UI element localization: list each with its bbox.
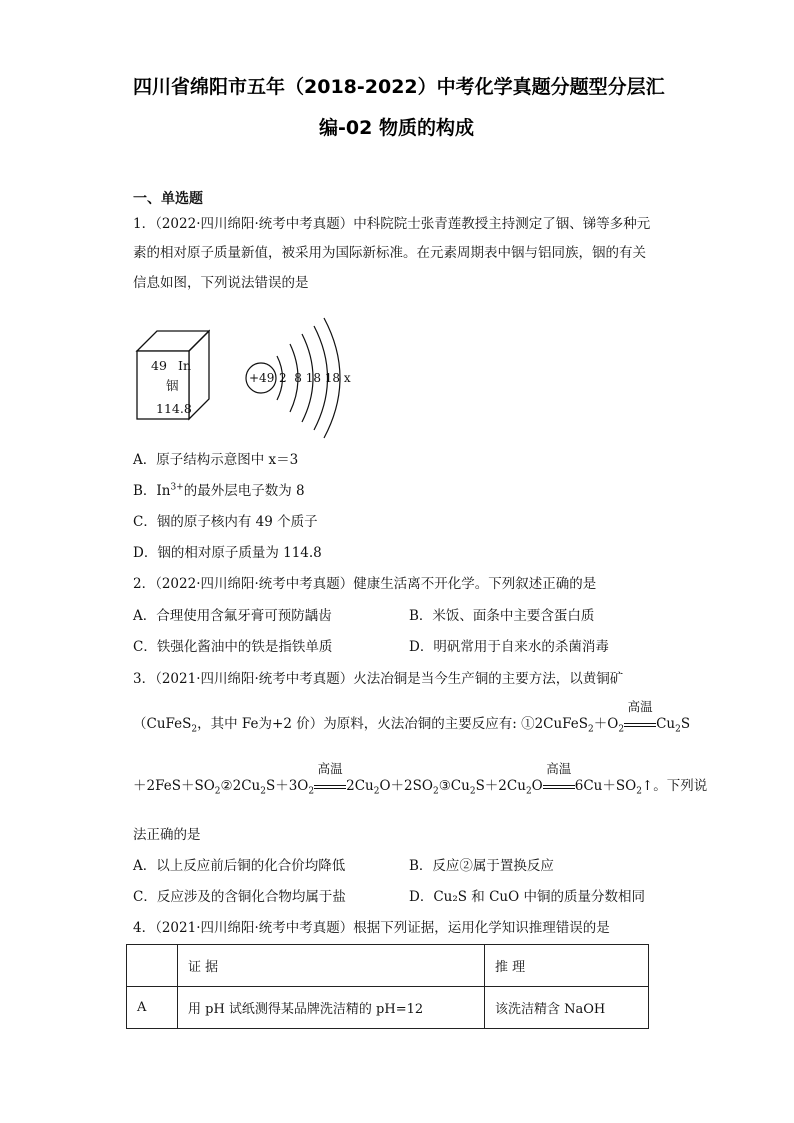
q2-stem: 2．（2022·四川绵阳·统考中考真题）健康生活离不开化学。下列叙述正确的是 [133,576,597,592]
q2-option-d: D．明矾常用于自来水的杀菌消毒 [409,639,609,655]
element-mass: 114.8 [156,401,192,416]
q1-option-c: C．铟的原子核内有 49 个质子 [133,514,318,530]
q3-stem-end: 法正确的是 [133,827,201,843]
q3-option-b: B．反应②属于置换反应 [409,858,554,874]
q1-stem-line1: 1．（2022·四川绵阳·统考中考真题）中科院院士张青莲教授主持测定了铟、锑等多种元 [133,216,651,232]
reaction-condition-3: 高温 [543,780,575,794]
atom-shells: 2 8 18 18 x [279,371,351,385]
evidence-table [126,944,649,1029]
table-header-cell: 推 理 [485,945,649,987]
q4-stem: 4．（2021·四川绵阳·统考中考真题）根据下列证据，运用化学知识推理错误的是 [133,920,610,936]
table-cell: A [127,987,178,1029]
reaction-condition-1: 高温 [624,718,656,732]
q2-option-a: A．合理使用含氟牙膏可预防龋齿 [133,608,332,624]
q3-option-a: A．以上反应前后铜的化合价均降低 [133,858,346,874]
table-header-cell [127,945,178,987]
q2-option-c: C．铁强化酱油中的铁是指铁单质 [133,639,333,655]
q1-option-b: B．$In^{3+}$的最外层电子数为 8 [133,482,305,499]
section-heading: 一、单选题 [133,191,203,207]
doc-title-line1: 四川省绵阳市五年（2018-2022）中考化学真题分题型分层汇 [133,76,665,98]
q3-option-d: D．Cu₂S 和 CuO 中铜的质量分数相同 [409,889,645,905]
q1-option-a: A．原子结构示意图中 x＝3 [133,452,299,468]
element-name: 铟 [166,378,179,393]
q3-equation-line1: （CuFeS$_2$，其中 Fe为+2 价）为原料，火法冶铜的主要反应有: $①2CuFeS_2+O_2$ 高温 $Cu_2S$ [133,699,691,735]
table-header-cell: 证 据 [178,945,485,987]
reaction-condition-2: 高温 [314,780,346,794]
atom-nucleus: +49 [249,371,275,385]
q1-option-d: D．铟的相对原子质量为 114.8 [133,545,322,561]
table-cell: 用 pH 试纸测得某品牌洗洁精的 pH=12 [178,987,485,1029]
q1-stem-line2: 素的相对原子质量新值，被采用为国际新标准。在元素周期表中铟与铝同族，铟的有关 [133,245,646,261]
q2-option-b: B．米饭、面条中主要含蛋白质 [409,608,595,624]
table-header-row [127,945,649,987]
table-row [127,987,649,1029]
q1-stem-line3: 信息如图，下列说法错误的是 [133,275,309,291]
q3-equation-line2: $+2FeS+SO_2②2Cu_2S+3O_2$ 高温 $2Cu_2O+2SO_2③Cu_2S+2Cu_2O$ 高温 $6Cu+SO_2↑$。下列说 [133,761,708,797]
q3-stem: 3．（2021·四川绵阳·统考中考真题）火法冶铜是当今生产铜的主要方法，以黄铜矿 [133,671,624,687]
doc-title-line2: 编-02 物质的构成 [319,117,474,139]
element-number: 49 [151,358,167,373]
q3-option-c: C．反应涉及的含铜化合物均属于盐 [133,889,346,905]
element-symbol: In [178,358,191,373]
table-cell: 该洗洁精含 NaOH [485,987,649,1029]
